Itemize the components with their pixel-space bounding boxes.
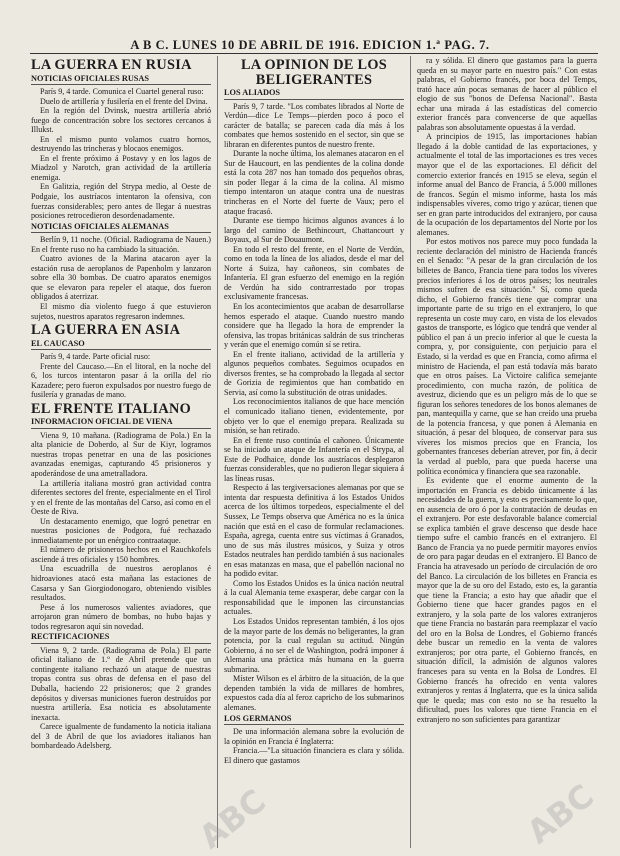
headline-italy: EL FRENTE ITALIANO: [31, 400, 192, 417]
paragraph: París 9, 7 tarde. "Los combates librados al Norte de Verdún—dice Le Temps—pierden poco á poco el carácter de batalla; se parecen cada día más á los combates que hemos sostenido en el sector, sin que se libraran en diferentes puntos de nuestro frente.: [224, 101, 404, 149]
subhead-vienna: INFORMACION OFICIAL DE VIENA: [31, 417, 211, 429]
paragraph: Frente del Caucaso.—En el litoral, en la noche del 6, los turcos intentaron pasar á la orilla del río Kazadere; pero fueron expulsados por nuestro fuego de fusilería y granadas de mano.: [31, 361, 211, 400]
paragraph: Por estos motivos nos parece muy poco fundada la reciente declaración del ministro de Hacienda francés en el Senado: "A pesar de la gran circulación de los billetes de Banco, Francia tiene para todos los víveres precios inferiores á los de otros países; los neutrales mismos sufren de esa situación." Sí, como queda dicho, el Gobierno francés tiene que comprar una importante parte de su trigo en el extranjero, lo que representa un coste muy caro, en vista de los elevados gastos de transporte, es lógico que tendrá que vender al público el pan á un precio inferior al que le cuesta la compra, y, por consiguiente, con perjuicio para el Estado, si la verdad es que en Francia, como afirma el ministro de Hacienda, el pan está todavía más barato que en otros países. La Victoire califica semejante procedimiento, con mucha razón, de política de avestruz, diciendo que es un peligro más de lo que se figuran los señores tenedores de los bonos alemanes de pan, mantequilla y carne, que se han creído una prueba de la potencia francesa, y que ponen á Alemania en situación, á pesar del bloqueo, de conservar para sus víveres los mismos precios que en Francia, los gobernantes franceses deberían atrever, por fin, á decir la verdad al pueblo, para que pueda hacerse una política económica y financiera que sea razonable.: [417, 237, 597, 476]
paragraph: El número de prisioneros hechos en el Rauchkofels asciende á tres oficiales y 150 hombres.: [31, 545, 211, 564]
paragraph: La artillería italiana mostró gran actividad contra diferentes sectores del frente, especialmente en el Tirol y en el frente de las montañas del Carso, así como en el Oeste de Riva.: [31, 478, 211, 517]
paragraph: Una escuadrilla de nuestros aeroplanos é hidroaviones atacó esta mañana las estaciones de Casarsa y San Giorgiodonogaro, obteniendo visibles resultados.: [31, 564, 211, 603]
paragraph: A principios de 1915, las importaciones habían llegado á la doble cantidad de las exportaciones, y actualmente el total de las importaciones es tres veces mayor que el de las exportaciones. El déficit del comercio exterior francés en 1915 se eleva, según el informe anual del Banco de Francia, á 5.000 millones de francos. Según el mismo informe, hasta los más indispensables víveres, como trigo y azúcar, tienen que ser en gran parte introducidos del extranjero, por causa de la ocupación de los departamentos del Norte por los alemanes.: [417, 132, 597, 237]
paragraph: Viena 9, 10 mañana. (Radiograma de Pola.) En la alta planicie de Doberdo, al Sur de Kiyr, logramos nuestras tropas penetrar en una de las posiciones avanzadas enemigas, capturando 45 prisioneros y apoderándose de una ametralladora.: [31, 430, 211, 478]
paragraph: Un destacamento enemigo, que logró penetrar en nuestras posiciones de Podgora, fué rechazado inmediatamente por un enérgico contraataque.: [31, 516, 211, 545]
paragraph: ra y sólida. El dinero que gastamos para la guerra queda en su mayor parte en nuestro país." Con estas palabras, el Gobierno francés, por boca del Temps, trató hace aún pocas semanas de hacer al público el elogio de sus "bonos de Defensa Nacional". Basta echar una mirada á las estadísticas del comercio exterior francés para convencerse de que aquellas palabras son absolutamente opuestas á la verdad.: [417, 56, 597, 132]
paragraph: Cuatro aviones de la Marina atacaron ayer la estación rusa de aeroplanos de Papenholm y lanzaron sobre ella 30 bombas. De cuatro aparatos enemigos que se elevaron para repeler el ataque, dos fueron obligados á aterrizar.: [31, 254, 211, 302]
paragraph: Francia.—"La situación financiera es clara y sólida. El dinero que gastamos: [224, 746, 404, 765]
paragraph: Viena 9, 2 tarde. (Radiograma de Pola.) El parte oficial italiano de 1.º de Abril pretende que un contingente italiano rechazó un ataque de nuestras tropas contra sus obras de defensa en el paso del Duballa, haciendo 22 prisioneros; que 2 grandes depósitos y diversas municiones fueron destruídos por nuestra artillería. Esa noticia es absolutamente inexacta.: [31, 645, 211, 722]
subhead-rectificaciones: RECTIFICACIONES: [31, 632, 211, 644]
column-divider-1: [217, 56, 218, 848]
paragraph: En todo el resto del frente, en el Norte de Verdún, como en toda la línea de los aliados, desde el mar del Norte á Suiza, hay cañoneos, sin combates de Infantería. El gran esfuerzo del enemigo en la región de Verdún ha sido contrarrestado por tropas exclusivamente francesas.: [224, 244, 404, 302]
paragraph: Es evidente que el enorme aumento de la importación en Francia es debido únicamente á las necesidades de la guerra, y esto es precisamente lo que, en ausencia de oro ó por la contratación de deudas en el extranjero. Por este desfavorable balance comercial se explica también el grave descenso que desde hace tiempo sufre el cambio francés en el extranjero. El Banco de Francia ya no puede permitir mayores envíos de oro para pagar deudas en el extranjero. El Banco de Francia ha atravesado un período de circulación de oro del Banco. La circulación de los billetes en Francia es mayor que la de su oro del Estado, esto es, la garantía que tiene la Francia; a esto hay que añadir que el Gobierno tiene que hacer grandes pagos en el extranjero, y la sola parte de los valores extranjeros que tiene Francia no bastarán para reemplazar el vacío del oro en la Bolsa de Londres, el Gobierno francés debe buscar un remedio en la venta de valores extranjeros; por otra parte, el Gobierno francés, en situación difícil, la admisión de algunos valores franceses para su venta en la Bolsa de Londres. El Gobierno francés ha ofrecido en venta valores extranjeros y rentas á Inglaterra, que es la única salida que le queda; mas con esto no se ha resuelto la dificultad, pues los valores que tiene Francia en el extranjero no son suficientes para garantizar: [417, 476, 597, 724]
paragraph: Respecto á las tergiversaciones alemanas por que se intenta dar respuesta definitiva á los Estados Unidos acerca de los últimos torpedeos, especialmente el del Sussex, Le Temps observa que América no es la única nación que está en el caso de formular reclamaciones. España, agrega, cuenta entre sus víctimas á Granados, uno de sus más ilustres músicos, y Suiza y otros Estados neutrales han perdido también á sus nacionales en esas matanzas en masa, que el pabellón nacional no ha podido evitar.: [224, 483, 404, 579]
paragraph: Los reconocimientos italianos de que hace mención el comunicado italiano tienen, evidentemente, por objeto ver lo que el enemigo prepara. Realizada su misión, se han retirado.: [224, 397, 404, 436]
paragraph: Durante la noche última, los alemanes atacaron en el Sur de Haucourt, en las pendientes de la colina donde está la cota 287 nos han tomado dos pequeños obras, sin poder llegar á la cima de la colina. Al mismo tiempo intentaron un ataque contra una de nuestras trincheras en el Norte del fuerte de Vaux; pero el ataque fracasó.: [224, 149, 404, 216]
column-divider-2: [410, 56, 411, 848]
paragraph: Carece igualmente de fundamento la noticia italiana del 3 de Abril de que los aviadores italianos han bombardeado Adelsberg.: [31, 722, 211, 751]
subhead-german-news: NOTICIAS OFICIALES ALEMANAS: [31, 222, 211, 234]
paragraph: Como los Estados Unidos es la única nación neutral á la cual Alemania teme exasperar, debe cargar con la responsabilidad que le imponen las circunstancias actuales.: [224, 578, 404, 617]
headline-opinion: LA OPINION DE LOS BELIGERANTES: [240, 57, 388, 88]
column-center: [224, 56, 404, 848]
masthead: A B C. LUNES 10 DE ABRIL DE 1916. EDICION 1.ª PAG. 7.: [130, 38, 490, 52]
column-right: [417, 56, 597, 848]
paragraph: Duelo de artillería y fusilería en el frente del Dvina.: [40, 96, 208, 106]
paragraph: El mismo día violento fuego á que estuvieron sujetos, nuestros aparatos regresaron indemnes.: [31, 301, 211, 321]
subhead-germans: LOS GERMANOS: [224, 714, 404, 726]
headline-asia: LA GUERRA EN ASIA: [31, 322, 181, 339]
paragraph: Pese á los numerosos valientes aviadores, que arrojaron gran número de bombas, no hubo bajas y todos regresaron aquí sin novedad.: [31, 602, 211, 631]
watermark-stamp: ABC: [520, 776, 601, 852]
paragraph: En el frente próximo á Postavy y en los lagos de Miadzol y Narotch, gran actividad de la artillería enemiga.: [31, 153, 211, 182]
subhead-russian-news: NOTICIAS OFICIALES RUSAS: [31, 74, 211, 86]
watermark-stamp: ABC: [192, 781, 273, 856]
paragraph: Míster Wilson es el árbitro de la situación, de la que dependen también la vida de millares de hombres, expuestos cada día al feroz capricho de los submarinos alemanes.: [224, 674, 404, 712]
paragraph: En el mismo punto volamos cuatro hornos, destruyendo las trincheras y blocaos enemigos.: [31, 134, 211, 154]
paragraph: En el frente italiano, actividad de la artillería y algunos pequeños combates. Seguimos ocupados en diversos frentes, se ha comprobado la llegada al sector de Gorizia de regimientos que han combatido en Servia, así como la substitución de otras unidades.: [224, 349, 404, 397]
column-left: [31, 56, 211, 848]
paragraph: En la región del Dvinsk, nuestra artillería abrió fuego de concentración sobre los sectores cercanos á Illukst.: [31, 106, 211, 135]
paragraph: Durante ese tiempo hicimos algunos avances á lo largo del camino de Bethincourt, Chattancourt y Boyaux, al Sur de Douaumont.: [224, 216, 404, 245]
paragraph: En los acontecimientos que acaban de desarrollarse hemos esperado el ataque. Cuando nuestro mando considere que ha llegado la hora de emprender la ofensiva, las tropas británicas saldrán de sus trincheras y verán que el enemigo común sí se retira.: [224, 301, 404, 350]
paragraph: En Galitzia, región del Strypa medio, al Oeste de Podgaie, los austríacos intentaron la ofensiva, con fuerzas considerables; pero antes de llegar á nuestras posiciones retrocedieron desordenadamente.: [31, 182, 211, 221]
header-rule: [30, 53, 598, 54]
paragraph: Berlín 9, 11 noche. (Oficial. Radiograma de Nauen.) En el frente ruso no ha cambiado la situación.: [31, 235, 211, 254]
paragraph: En el frente ruso continúa el cañoneo. Únicamente se ha iniciado un ataque de Infantería en el Strypa, al Este de Podhaice, donde los austríacos desplegaron fuerzas considerables, que no pudieron llegar siquiera á las líneas rusas.: [224, 435, 404, 483]
headline-russia: LA GUERRA EN RUSIA: [31, 57, 192, 73]
paragraph: De una información alemana sobre la evolución de la opinión en Francia é Inglaterra:: [224, 727, 404, 746]
subhead-allies: LOS ALIADOS: [224, 88, 404, 100]
paragraph: Los Estados Unidos representan también, á los ojos de la mayor parte de los demás no beligerantes, la gran potencia, por la cual regulan su actitud. Ningún Gobierno, á no ser el de Washington, podrá imponer á Alemania una práctica más humana en la guerra submarina.: [224, 617, 404, 674]
paragraph: París 9, 4 tarde. Comunica el Cuartel general ruso:: [40, 87, 204, 96]
subhead-caucaso: EL CAUCASO: [31, 339, 211, 351]
paragraph: París 9, 4 tarde. Parte oficial ruso:: [40, 352, 151, 362]
